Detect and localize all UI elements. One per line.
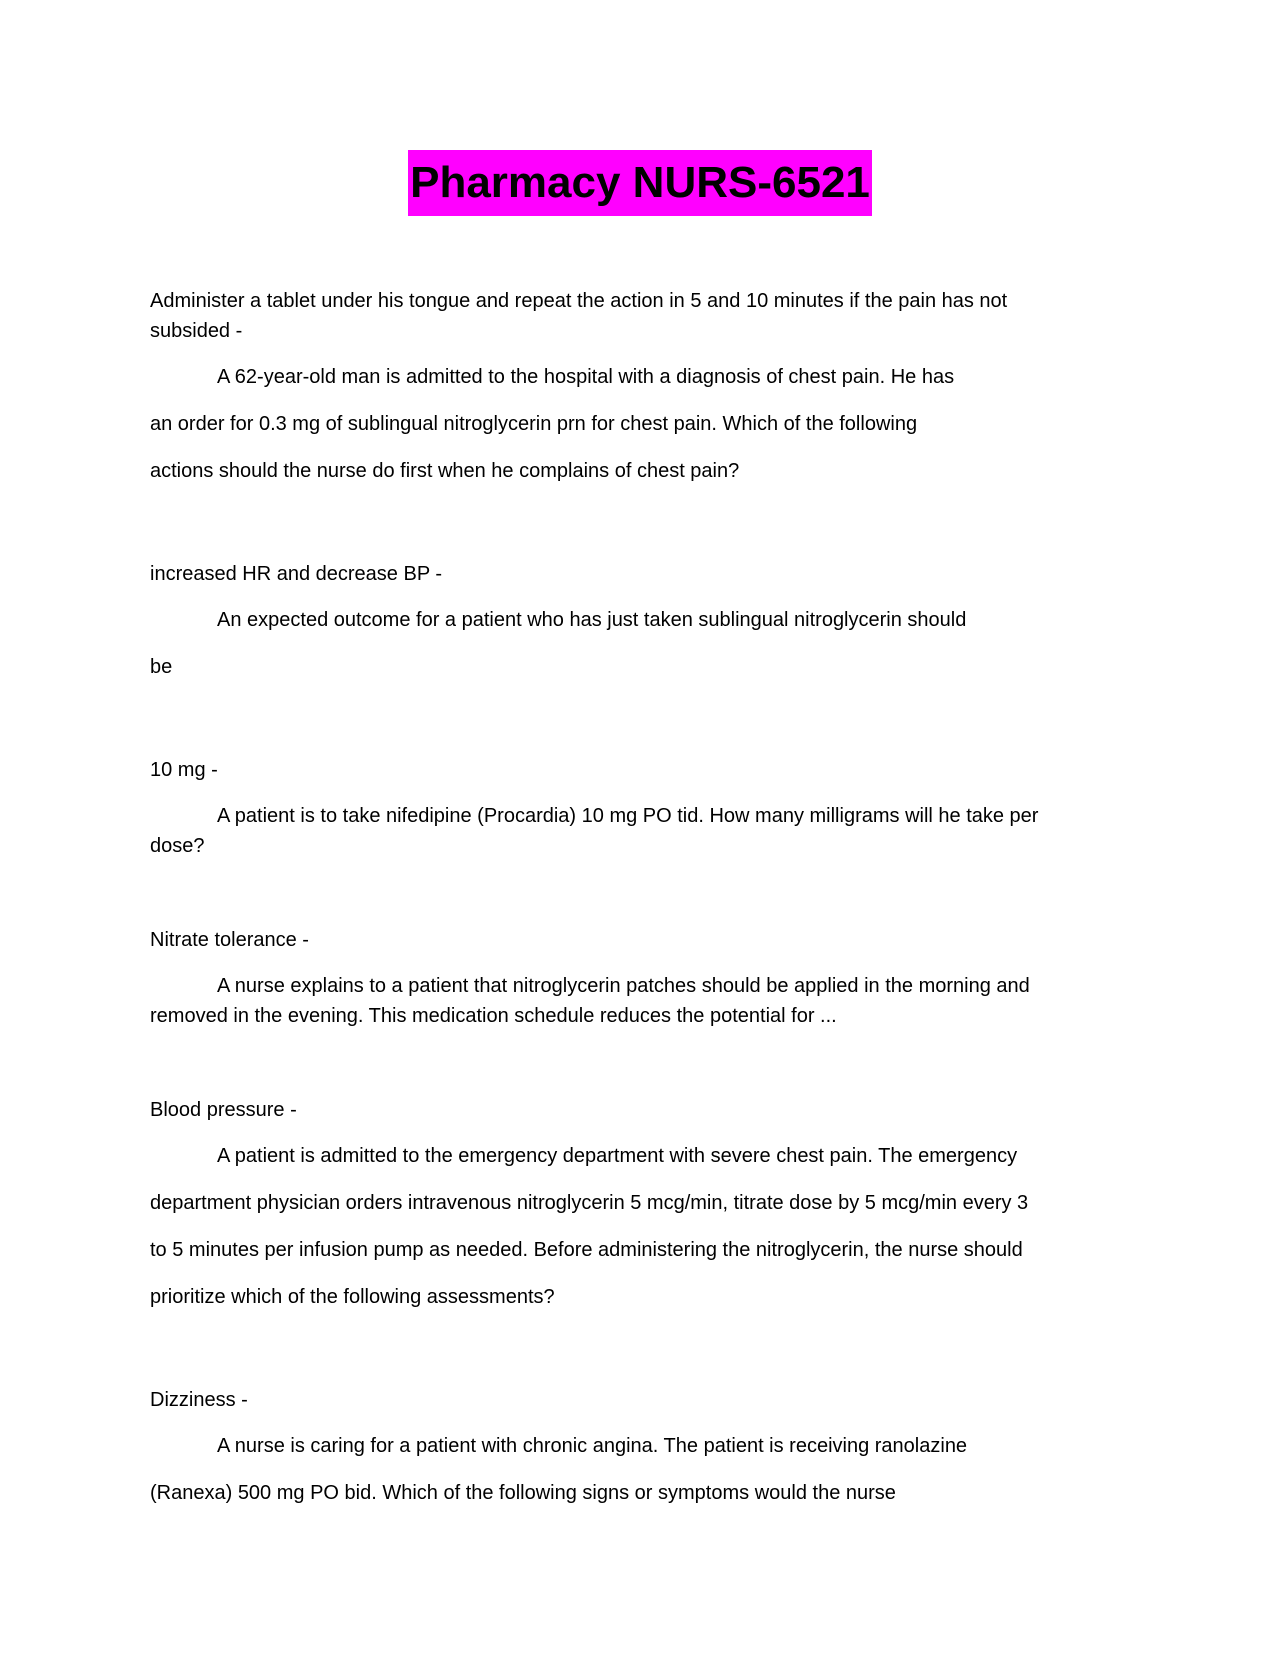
question-text: A nurse explains to a patient that nitroglycerin patches should be applied in the morning and removed in the evening. This medication schedule reduces the potential for ... <box>150 975 1030 1027</box>
question-text: A nurse is caring for a patient with chronic angina. The patient is receiving ranolazine (Ranexa) 500 mg PO bid. Which of the following signs or symptoms would the nurse <box>150 1435 968 1504</box>
answer-text: Administer a tablet under his tongue and repeat the action in 5 and 10 minutes if the pain has not subsided - <box>150 290 1008 342</box>
qa-list <box>150 286 1130 1517</box>
answer-text: Nitrate tolerance - <box>150 929 309 951</box>
answer-text: Blood pressure - <box>150 1099 297 1121</box>
title-container <box>150 150 1130 216</box>
answer-text: increased HR and decrease BP - <box>150 563 443 585</box>
question-text: A patient is admitted to the emergency department with severe chest pain. The emergency department physician orders intravenous nitroglycerin 5 mcg/min, titrate dose by 5 mcg/min every 3 to 5 minutes per infusion pump as needed. Before administering the nitroglycerin, the nurse should prioritize which of the following assessments? <box>150 1145 1029 1308</box>
question-text: An expected outcome for a patient who has just taken sublingual nitroglycerin should be <box>150 609 967 678</box>
answer-text: 10 mg - <box>150 759 218 781</box>
answer-text: Dizziness - <box>150 1389 248 1411</box>
question-text: A 62-year-old man is admitted to the hospital with a diagnosis of chest pain. He has an order for 0.3 mg of sublingual nitroglycerin prn for chest pain. Which of the following actions should the nurse do first when he complains of chest pain? <box>150 366 955 482</box>
question-text: A patient is to take nifedipine (Procardia) 10 mg PO tid. How many milligrams will he take per dose? <box>150 805 1039 857</box>
document-title: Pharmacy NURS-6521 <box>408 150 872 216</box>
